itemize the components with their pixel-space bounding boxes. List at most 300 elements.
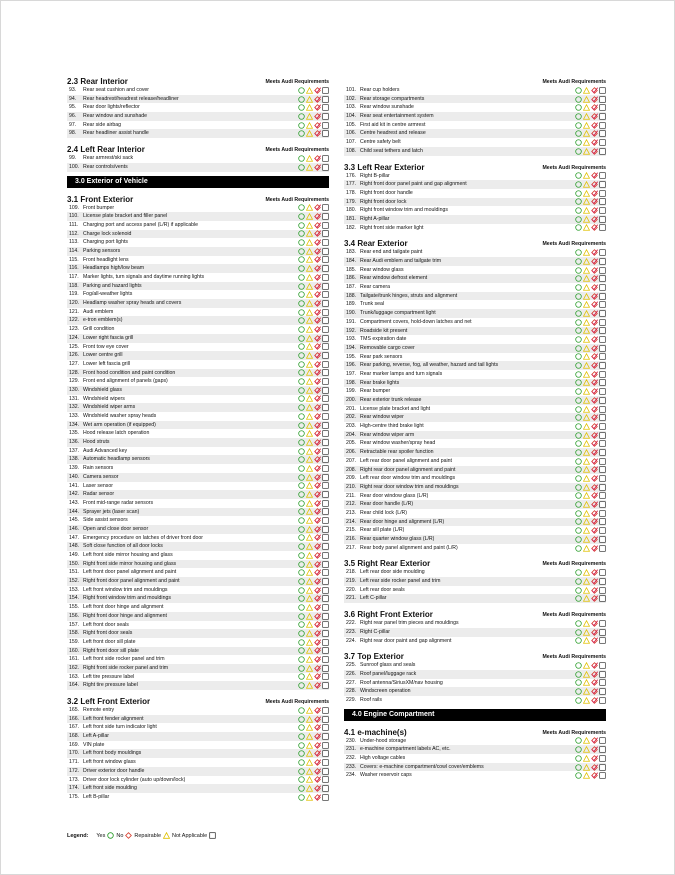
yes-circle-icon[interactable] bbox=[575, 414, 582, 421]
not-applicable-checkbox-icon[interactable] bbox=[599, 198, 606, 205]
no-check-diamond-icon[interactable] bbox=[591, 510, 598, 517]
not-applicable-checkbox-icon[interactable] bbox=[322, 682, 329, 689]
not-applicable-checkbox-icon[interactable] bbox=[599, 379, 606, 386]
no-check-diamond-icon[interactable] bbox=[591, 139, 598, 146]
not-applicable-checkbox-icon[interactable] bbox=[322, 343, 329, 350]
yes-circle-icon[interactable] bbox=[298, 543, 305, 550]
yes-circle-icon[interactable] bbox=[298, 283, 305, 290]
no-check-diamond-icon[interactable] bbox=[314, 369, 321, 376]
yes-circle-icon[interactable] bbox=[298, 768, 305, 775]
repairable-triangle-icon[interactable] bbox=[306, 630, 313, 637]
repairable-triangle-icon[interactable] bbox=[306, 439, 313, 446]
no-check-diamond-icon[interactable] bbox=[591, 293, 598, 300]
no-check-diamond-icon[interactable] bbox=[314, 387, 321, 394]
repairable-triangle-icon[interactable] bbox=[583, 518, 590, 525]
no-check-diamond-icon[interactable] bbox=[591, 275, 598, 282]
repairable-triangle-icon[interactable] bbox=[306, 595, 313, 602]
yes-circle-icon[interactable] bbox=[575, 527, 582, 534]
no-check-diamond-icon[interactable] bbox=[314, 352, 321, 359]
no-check-diamond-icon[interactable] bbox=[591, 595, 598, 602]
no-check-diamond-icon[interactable] bbox=[314, 204, 321, 211]
no-check-diamond-icon[interactable] bbox=[314, 404, 321, 411]
repairable-triangle-icon[interactable] bbox=[583, 527, 590, 534]
not-applicable-checkbox-icon[interactable] bbox=[322, 604, 329, 611]
repairable-triangle-icon[interactable] bbox=[306, 300, 313, 307]
repairable-triangle-icon[interactable] bbox=[583, 224, 590, 231]
no-check-diamond-icon[interactable] bbox=[591, 466, 598, 473]
repairable-triangle-icon[interactable] bbox=[306, 430, 313, 437]
not-applicable-checkbox-icon[interactable] bbox=[322, 204, 329, 211]
yes-circle-icon[interactable] bbox=[575, 595, 582, 602]
repairable-triangle-icon[interactable] bbox=[306, 87, 313, 94]
yes-circle-icon[interactable] bbox=[298, 508, 305, 515]
not-applicable-checkbox-icon[interactable] bbox=[599, 414, 606, 421]
repairable-triangle-icon[interactable] bbox=[306, 776, 313, 783]
repairable-triangle-icon[interactable] bbox=[583, 181, 590, 188]
yes-circle-icon[interactable] bbox=[298, 326, 305, 333]
not-applicable-checkbox-icon[interactable] bbox=[599, 319, 606, 326]
yes-circle-icon[interactable] bbox=[298, 130, 305, 137]
repairable-triangle-icon[interactable] bbox=[583, 301, 590, 308]
yes-circle-icon[interactable] bbox=[298, 682, 305, 689]
repairable-triangle-icon[interactable] bbox=[306, 204, 313, 211]
yes-circle-icon[interactable] bbox=[298, 595, 305, 602]
no-check-diamond-icon[interactable] bbox=[314, 569, 321, 576]
not-applicable-checkbox-icon[interactable] bbox=[322, 430, 329, 437]
yes-circle-icon[interactable] bbox=[298, 309, 305, 316]
yes-circle-icon[interactable] bbox=[298, 395, 305, 402]
repairable-triangle-icon[interactable] bbox=[583, 190, 590, 197]
yes-circle-icon[interactable] bbox=[575, 301, 582, 308]
repairable-triangle-icon[interactable] bbox=[583, 362, 590, 369]
yes-circle-icon[interactable] bbox=[298, 104, 305, 111]
yes-circle-icon[interactable] bbox=[575, 697, 582, 704]
not-applicable-checkbox-icon[interactable] bbox=[322, 291, 329, 298]
no-check-diamond-icon[interactable] bbox=[591, 772, 598, 779]
yes-circle-icon[interactable] bbox=[575, 569, 582, 576]
repairable-triangle-icon[interactable] bbox=[583, 267, 590, 274]
not-applicable-checkbox-icon[interactable] bbox=[599, 764, 606, 771]
yes-circle-icon[interactable] bbox=[575, 130, 582, 137]
no-check-diamond-icon[interactable] bbox=[591, 432, 598, 439]
no-check-diamond-icon[interactable] bbox=[591, 671, 598, 678]
no-check-diamond-icon[interactable] bbox=[591, 207, 598, 214]
yes-circle-icon[interactable] bbox=[298, 656, 305, 663]
yes-circle-icon[interactable] bbox=[575, 629, 582, 636]
no-check-diamond-icon[interactable] bbox=[314, 587, 321, 594]
repairable-triangle-icon[interactable] bbox=[583, 104, 590, 111]
no-check-diamond-icon[interactable] bbox=[314, 724, 321, 731]
no-check-diamond-icon[interactable] bbox=[591, 224, 598, 231]
no-check-diamond-icon[interactable] bbox=[591, 353, 598, 360]
not-applicable-checkbox-icon[interactable] bbox=[599, 569, 606, 576]
yes-circle-icon[interactable] bbox=[575, 466, 582, 473]
yes-circle-icon[interactable] bbox=[575, 671, 582, 678]
repairable-triangle-icon[interactable] bbox=[583, 536, 590, 543]
yes-circle-icon[interactable] bbox=[298, 230, 305, 237]
yes-circle-icon[interactable] bbox=[575, 578, 582, 585]
yes-circle-icon[interactable] bbox=[298, 335, 305, 342]
no-check-diamond-icon[interactable] bbox=[314, 96, 321, 103]
yes-circle-icon[interactable] bbox=[575, 501, 582, 508]
not-applicable-checkbox-icon[interactable] bbox=[322, 130, 329, 137]
no-check-diamond-icon[interactable] bbox=[314, 113, 321, 120]
not-applicable-checkbox-icon[interactable] bbox=[322, 785, 329, 792]
no-check-diamond-icon[interactable] bbox=[591, 414, 598, 421]
yes-circle-icon[interactable] bbox=[298, 750, 305, 757]
not-applicable-checkbox-icon[interactable] bbox=[322, 759, 329, 766]
not-applicable-checkbox-icon[interactable] bbox=[322, 742, 329, 749]
yes-circle-icon[interactable] bbox=[575, 510, 582, 517]
not-applicable-checkbox-icon[interactable] bbox=[322, 630, 329, 637]
no-check-diamond-icon[interactable] bbox=[591, 336, 598, 343]
not-applicable-checkbox-icon[interactable] bbox=[599, 293, 606, 300]
no-check-diamond-icon[interactable] bbox=[314, 104, 321, 111]
not-applicable-checkbox-icon[interactable] bbox=[322, 413, 329, 420]
repairable-triangle-icon[interactable] bbox=[306, 647, 313, 654]
not-applicable-checkbox-icon[interactable] bbox=[322, 508, 329, 515]
repairable-triangle-icon[interactable] bbox=[306, 352, 313, 359]
repairable-triangle-icon[interactable] bbox=[306, 794, 313, 801]
no-check-diamond-icon[interactable] bbox=[314, 130, 321, 137]
no-check-diamond-icon[interactable] bbox=[314, 439, 321, 446]
not-applicable-checkbox-icon[interactable] bbox=[599, 679, 606, 686]
repairable-triangle-icon[interactable] bbox=[583, 501, 590, 508]
repairable-triangle-icon[interactable] bbox=[306, 104, 313, 111]
repairable-triangle-icon[interactable] bbox=[306, 248, 313, 255]
not-applicable-checkbox-icon[interactable] bbox=[322, 621, 329, 628]
not-applicable-checkbox-icon[interactable] bbox=[322, 794, 329, 801]
repairable-triangle-icon[interactable] bbox=[583, 113, 590, 120]
repairable-triangle-icon[interactable] bbox=[306, 230, 313, 237]
not-applicable-checkbox-icon[interactable] bbox=[599, 432, 606, 439]
repairable-triangle-icon[interactable] bbox=[306, 534, 313, 541]
yes-circle-icon[interactable] bbox=[298, 96, 305, 103]
no-check-diamond-icon[interactable] bbox=[314, 621, 321, 628]
no-check-diamond-icon[interactable] bbox=[591, 688, 598, 695]
yes-circle-icon[interactable] bbox=[298, 587, 305, 594]
not-applicable-checkbox-icon[interactable] bbox=[322, 96, 329, 103]
repairable-triangle-icon[interactable] bbox=[306, 404, 313, 411]
yes-circle-icon[interactable] bbox=[575, 406, 582, 413]
yes-circle-icon[interactable] bbox=[575, 139, 582, 146]
no-check-diamond-icon[interactable] bbox=[314, 465, 321, 472]
repairable-triangle-icon[interactable] bbox=[583, 397, 590, 404]
yes-circle-icon[interactable] bbox=[298, 248, 305, 255]
yes-circle-icon[interactable] bbox=[575, 764, 582, 771]
no-check-diamond-icon[interactable] bbox=[591, 545, 598, 552]
not-applicable-checkbox-icon[interactable] bbox=[322, 155, 329, 162]
no-check-diamond-icon[interactable] bbox=[591, 569, 598, 576]
not-applicable-checkbox-icon[interactable] bbox=[599, 406, 606, 413]
not-applicable-checkbox-icon[interactable] bbox=[599, 737, 606, 744]
no-check-diamond-icon[interactable] bbox=[314, 785, 321, 792]
no-check-diamond-icon[interactable] bbox=[314, 630, 321, 637]
no-check-diamond-icon[interactable] bbox=[314, 230, 321, 237]
not-applicable-checkbox-icon[interactable] bbox=[322, 569, 329, 576]
no-check-diamond-icon[interactable] bbox=[591, 130, 598, 137]
repairable-triangle-icon[interactable] bbox=[583, 172, 590, 179]
not-applicable-checkbox-icon[interactable] bbox=[599, 249, 606, 256]
repairable-triangle-icon[interactable] bbox=[306, 543, 313, 550]
repairable-triangle-icon[interactable] bbox=[583, 697, 590, 704]
not-applicable-checkbox-icon[interactable] bbox=[322, 716, 329, 723]
not-applicable-checkbox-icon[interactable] bbox=[322, 309, 329, 316]
no-check-diamond-icon[interactable] bbox=[591, 96, 598, 103]
no-check-diamond-icon[interactable] bbox=[314, 343, 321, 350]
repairable-triangle-icon[interactable] bbox=[583, 688, 590, 695]
no-check-diamond-icon[interactable] bbox=[314, 239, 321, 246]
not-applicable-checkbox-icon[interactable] bbox=[322, 474, 329, 481]
no-check-diamond-icon[interactable] bbox=[591, 181, 598, 188]
not-applicable-checkbox-icon[interactable] bbox=[599, 466, 606, 473]
repairable-triangle-icon[interactable] bbox=[306, 213, 313, 220]
repairable-triangle-icon[interactable] bbox=[306, 413, 313, 420]
repairable-triangle-icon[interactable] bbox=[306, 742, 313, 749]
repairable-triangle-icon[interactable] bbox=[306, 673, 313, 680]
yes-circle-icon[interactable] bbox=[575, 310, 582, 317]
yes-circle-icon[interactable] bbox=[298, 164, 305, 171]
yes-circle-icon[interactable] bbox=[298, 378, 305, 385]
repairable-triangle-icon[interactable] bbox=[306, 387, 313, 394]
no-check-diamond-icon[interactable] bbox=[314, 647, 321, 654]
repairable-triangle-icon[interactable] bbox=[583, 423, 590, 430]
not-applicable-checkbox-icon[interactable] bbox=[322, 361, 329, 368]
not-applicable-checkbox-icon[interactable] bbox=[322, 317, 329, 324]
yes-circle-icon[interactable] bbox=[298, 707, 305, 714]
not-applicable-checkbox-icon[interactable] bbox=[599, 267, 606, 274]
yes-circle-icon[interactable] bbox=[298, 630, 305, 637]
yes-circle-icon[interactable] bbox=[575, 172, 582, 179]
repairable-triangle-icon[interactable] bbox=[306, 587, 313, 594]
not-applicable-checkbox-icon[interactable] bbox=[599, 449, 606, 456]
yes-circle-icon[interactable] bbox=[575, 362, 582, 369]
no-check-diamond-icon[interactable] bbox=[314, 300, 321, 307]
repairable-triangle-icon[interactable] bbox=[583, 122, 590, 129]
not-applicable-checkbox-icon[interactable] bbox=[599, 301, 606, 308]
repairable-triangle-icon[interactable] bbox=[583, 371, 590, 378]
yes-circle-icon[interactable] bbox=[575, 345, 582, 352]
repairable-triangle-icon[interactable] bbox=[583, 293, 590, 300]
repairable-triangle-icon[interactable] bbox=[306, 785, 313, 792]
yes-circle-icon[interactable] bbox=[298, 239, 305, 246]
repairable-triangle-icon[interactable] bbox=[306, 508, 313, 515]
not-applicable-checkbox-icon[interactable] bbox=[599, 440, 606, 447]
yes-circle-icon[interactable] bbox=[575, 432, 582, 439]
no-check-diamond-icon[interactable] bbox=[591, 113, 598, 120]
no-check-diamond-icon[interactable] bbox=[591, 379, 598, 386]
not-applicable-checkbox-icon[interactable] bbox=[322, 87, 329, 94]
no-check-diamond-icon[interactable] bbox=[314, 256, 321, 263]
no-check-diamond-icon[interactable] bbox=[591, 362, 598, 369]
no-check-diamond-icon[interactable] bbox=[314, 222, 321, 229]
no-check-diamond-icon[interactable] bbox=[591, 319, 598, 326]
not-applicable-checkbox-icon[interactable] bbox=[322, 300, 329, 307]
no-check-diamond-icon[interactable] bbox=[314, 491, 321, 498]
not-applicable-checkbox-icon[interactable] bbox=[322, 665, 329, 672]
not-applicable-checkbox-icon[interactable] bbox=[599, 310, 606, 317]
no-check-diamond-icon[interactable] bbox=[314, 561, 321, 568]
no-check-diamond-icon[interactable] bbox=[591, 172, 598, 179]
no-check-diamond-icon[interactable] bbox=[314, 742, 321, 749]
repairable-triangle-icon[interactable] bbox=[583, 406, 590, 413]
no-check-diamond-icon[interactable] bbox=[591, 527, 598, 534]
not-applicable-checkbox-icon[interactable] bbox=[599, 181, 606, 188]
repairable-triangle-icon[interactable] bbox=[306, 113, 313, 120]
repairable-triangle-icon[interactable] bbox=[583, 449, 590, 456]
no-check-diamond-icon[interactable] bbox=[314, 430, 321, 437]
yes-circle-icon[interactable] bbox=[298, 621, 305, 628]
yes-circle-icon[interactable] bbox=[575, 587, 582, 594]
not-applicable-checkbox-icon[interactable] bbox=[599, 620, 606, 627]
not-applicable-checkbox-icon[interactable] bbox=[599, 492, 606, 499]
repairable-triangle-icon[interactable] bbox=[583, 545, 590, 552]
no-check-diamond-icon[interactable] bbox=[591, 148, 598, 155]
not-applicable-checkbox-icon[interactable] bbox=[322, 265, 329, 272]
repairable-triangle-icon[interactable] bbox=[306, 474, 313, 481]
repairable-triangle-icon[interactable] bbox=[583, 284, 590, 291]
yes-circle-icon[interactable] bbox=[298, 673, 305, 680]
not-applicable-checkbox-icon[interactable] bbox=[322, 448, 329, 455]
repairable-triangle-icon[interactable] bbox=[583, 458, 590, 465]
not-applicable-checkbox-icon[interactable] bbox=[322, 552, 329, 559]
yes-circle-icon[interactable] bbox=[298, 422, 305, 429]
repairable-triangle-icon[interactable] bbox=[306, 265, 313, 272]
no-check-diamond-icon[interactable] bbox=[314, 122, 321, 129]
repairable-triangle-icon[interactable] bbox=[583, 578, 590, 585]
yes-circle-icon[interactable] bbox=[575, 198, 582, 205]
not-applicable-checkbox-icon[interactable] bbox=[599, 216, 606, 223]
yes-circle-icon[interactable] bbox=[575, 267, 582, 274]
repairable-triangle-icon[interactable] bbox=[306, 665, 313, 672]
no-check-diamond-icon[interactable] bbox=[591, 629, 598, 636]
repairable-triangle-icon[interactable] bbox=[583, 620, 590, 627]
repairable-triangle-icon[interactable] bbox=[583, 87, 590, 94]
not-applicable-checkbox-icon[interactable] bbox=[322, 113, 329, 120]
not-applicable-checkbox-icon[interactable] bbox=[322, 387, 329, 394]
repairable-triangle-icon[interactable] bbox=[306, 422, 313, 429]
repairable-triangle-icon[interactable] bbox=[306, 395, 313, 402]
not-applicable-checkbox-icon[interactable] bbox=[322, 482, 329, 489]
no-check-diamond-icon[interactable] bbox=[314, 265, 321, 272]
repairable-triangle-icon[interactable] bbox=[583, 388, 590, 395]
yes-circle-icon[interactable] bbox=[575, 293, 582, 300]
repairable-triangle-icon[interactable] bbox=[583, 772, 590, 779]
yes-circle-icon[interactable] bbox=[575, 772, 582, 779]
not-applicable-checkbox-icon[interactable] bbox=[322, 561, 329, 568]
not-applicable-checkbox-icon[interactable] bbox=[599, 662, 606, 669]
no-check-diamond-icon[interactable] bbox=[314, 326, 321, 333]
repairable-triangle-icon[interactable] bbox=[306, 326, 313, 333]
yes-circle-icon[interactable] bbox=[575, 87, 582, 94]
not-applicable-checkbox-icon[interactable] bbox=[322, 491, 329, 498]
no-check-diamond-icon[interactable] bbox=[314, 87, 321, 94]
yes-circle-icon[interactable] bbox=[298, 87, 305, 94]
yes-circle-icon[interactable] bbox=[575, 224, 582, 231]
repairable-triangle-icon[interactable] bbox=[306, 274, 313, 281]
repairable-triangle-icon[interactable] bbox=[583, 737, 590, 744]
not-applicable-checkbox-icon[interactable] bbox=[322, 378, 329, 385]
yes-circle-icon[interactable] bbox=[575, 319, 582, 326]
yes-circle-icon[interactable] bbox=[298, 448, 305, 455]
not-applicable-checkbox-icon[interactable] bbox=[599, 113, 606, 120]
yes-circle-icon[interactable] bbox=[298, 794, 305, 801]
no-check-diamond-icon[interactable] bbox=[591, 449, 598, 456]
not-applicable-checkbox-icon[interactable] bbox=[599, 475, 606, 482]
yes-circle-icon[interactable] bbox=[298, 724, 305, 731]
no-check-diamond-icon[interactable] bbox=[591, 258, 598, 265]
yes-circle-icon[interactable] bbox=[575, 679, 582, 686]
no-check-diamond-icon[interactable] bbox=[314, 656, 321, 663]
yes-circle-icon[interactable] bbox=[298, 465, 305, 472]
yes-circle-icon[interactable] bbox=[298, 647, 305, 654]
repairable-triangle-icon[interactable] bbox=[306, 621, 313, 628]
repairable-triangle-icon[interactable] bbox=[583, 275, 590, 282]
yes-circle-icon[interactable] bbox=[575, 379, 582, 386]
no-check-diamond-icon[interactable] bbox=[314, 665, 321, 672]
yes-circle-icon[interactable] bbox=[575, 207, 582, 214]
no-check-diamond-icon[interactable] bbox=[591, 755, 598, 762]
not-applicable-checkbox-icon[interactable] bbox=[599, 327, 606, 334]
no-check-diamond-icon[interactable] bbox=[314, 378, 321, 385]
no-check-diamond-icon[interactable] bbox=[591, 190, 598, 197]
not-applicable-checkbox-icon[interactable] bbox=[322, 248, 329, 255]
not-applicable-checkbox-icon[interactable] bbox=[599, 458, 606, 465]
no-check-diamond-icon[interactable] bbox=[314, 248, 321, 255]
repairable-triangle-icon[interactable] bbox=[306, 552, 313, 559]
not-applicable-checkbox-icon[interactable] bbox=[322, 404, 329, 411]
not-applicable-checkbox-icon[interactable] bbox=[322, 733, 329, 740]
no-check-diamond-icon[interactable] bbox=[591, 501, 598, 508]
not-applicable-checkbox-icon[interactable] bbox=[322, 673, 329, 680]
no-check-diamond-icon[interactable] bbox=[591, 388, 598, 395]
yes-circle-icon[interactable] bbox=[575, 518, 582, 525]
repairable-triangle-icon[interactable] bbox=[306, 656, 313, 663]
not-applicable-checkbox-icon[interactable] bbox=[599, 207, 606, 214]
no-check-diamond-icon[interactable] bbox=[314, 361, 321, 368]
repairable-triangle-icon[interactable] bbox=[583, 587, 590, 594]
repairable-triangle-icon[interactable] bbox=[306, 309, 313, 316]
not-applicable-checkbox-icon[interactable] bbox=[599, 336, 606, 343]
repairable-triangle-icon[interactable] bbox=[583, 671, 590, 678]
no-check-diamond-icon[interactable] bbox=[314, 448, 321, 455]
repairable-triangle-icon[interactable] bbox=[583, 130, 590, 137]
no-check-diamond-icon[interactable] bbox=[591, 216, 598, 223]
no-check-diamond-icon[interactable] bbox=[314, 750, 321, 757]
yes-circle-icon[interactable] bbox=[298, 204, 305, 211]
yes-circle-icon[interactable] bbox=[575, 737, 582, 744]
not-applicable-checkbox-icon[interactable] bbox=[322, 256, 329, 263]
repairable-triangle-icon[interactable] bbox=[583, 148, 590, 155]
repairable-triangle-icon[interactable] bbox=[306, 561, 313, 568]
not-applicable-checkbox-icon[interactable] bbox=[322, 213, 329, 220]
no-check-diamond-icon[interactable] bbox=[591, 620, 598, 627]
not-applicable-checkbox-icon[interactable] bbox=[599, 397, 606, 404]
not-applicable-checkbox-icon[interactable] bbox=[322, 422, 329, 429]
yes-circle-icon[interactable] bbox=[575, 190, 582, 197]
not-applicable-checkbox-icon[interactable] bbox=[322, 595, 329, 602]
yes-circle-icon[interactable] bbox=[575, 336, 582, 343]
repairable-triangle-icon[interactable] bbox=[583, 249, 590, 256]
repairable-triangle-icon[interactable] bbox=[583, 96, 590, 103]
repairable-triangle-icon[interactable] bbox=[306, 335, 313, 342]
not-applicable-checkbox-icon[interactable] bbox=[322, 543, 329, 550]
not-applicable-checkbox-icon[interactable] bbox=[322, 326, 329, 333]
yes-circle-icon[interactable] bbox=[298, 578, 305, 585]
repairable-triangle-icon[interactable] bbox=[306, 569, 313, 576]
yes-circle-icon[interactable] bbox=[298, 291, 305, 298]
not-applicable-checkbox-icon[interactable] bbox=[322, 369, 329, 376]
